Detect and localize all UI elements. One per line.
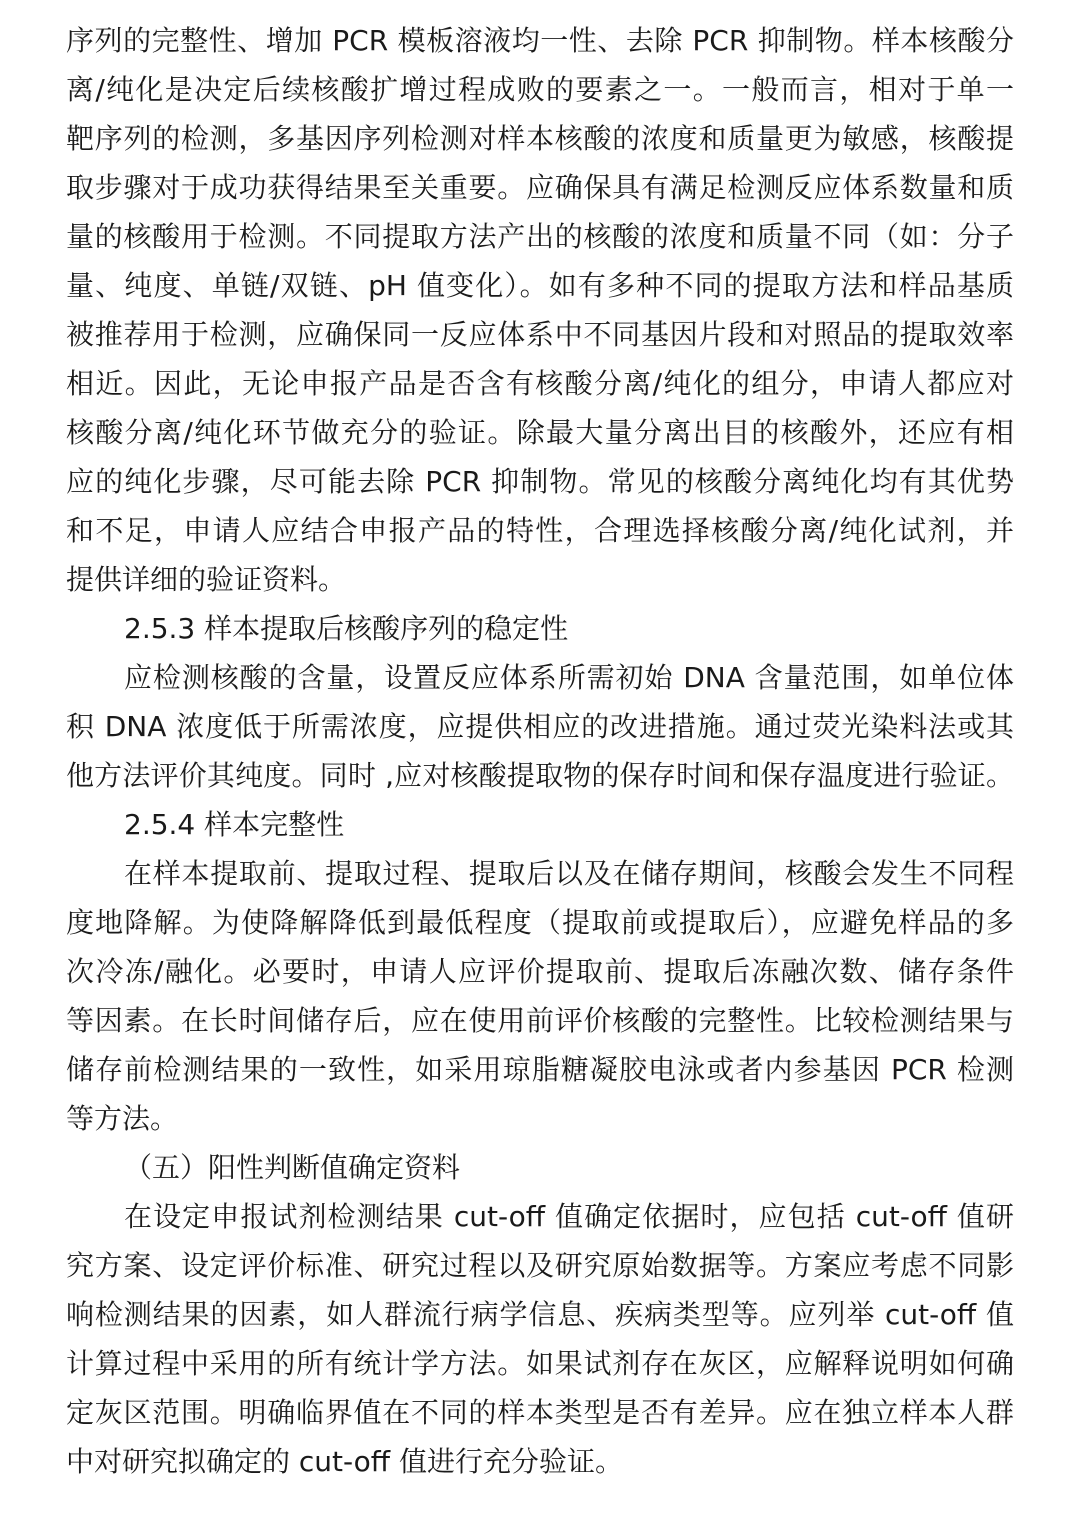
text-line: 量、纯度、单链/双链、pH 值变化）。如有多种不同的提取方法和样品基质: [66, 269, 1014, 302]
text-line: 储存前检测结果的一致性，如采用琼脂糖凝胶电泳或者内参基因 PCR 检测: [66, 1053, 1014, 1086]
section-heading: （五）阳性判断值确定资料: [124, 1151, 461, 1184]
text-line: 等方法。: [66, 1102, 179, 1135]
text-line: 定灰区范围。明确临界值在不同的样本类型是否有差异。应在独立样本人群: [66, 1396, 1014, 1429]
text-line: 在设定申报试剂检测结果 cut-off 值确定依据时，应包括 cut-off 值研: [124, 1200, 1014, 1233]
text-line: 等因素。在长时间储存后，应在使用前评价核酸的完整性。比较检测结果与: [66, 1004, 1014, 1037]
text-line: 靶序列的检测，多基因序列检测对样本核酸的浓度和质量更为敏感，核酸提: [66, 122, 1014, 155]
text-line: 度地降解。为使降解降低到最低程度（提取前或提取后），应避免样品的多: [66, 906, 1014, 939]
section-heading: 2.5.3 样本提取后核酸序列的稳定性: [124, 612, 569, 645]
section-heading: 2.5.4 样本完整性: [124, 808, 345, 841]
text-line: 中对研究拟确定的 cut-off 值进行充分验证。: [66, 1445, 623, 1478]
text-line: 提供详细的验证资料。: [66, 563, 347, 596]
text-line: 离/纯化是决定后续核酸扩增过程成败的要素之一。一般而言，相对于单一: [66, 73, 1014, 106]
text-line: 响检测结果的因素，如人群流行病学信息、疾病类型等。应列举 cut-off 值: [66, 1298, 1014, 1331]
text-line: 取步骤对于成功获得结果至关重要。应确保具有满足检测反应体系数量和质: [66, 171, 1014, 204]
text-line: 在样本提取前、提取过程、提取后以及在储存期间，核酸会发生不同程: [124, 857, 1014, 890]
text-line: 他方法评价其纯度。同时 ,应对核酸提取物的保存时间和保存温度进行验证。: [66, 759, 1014, 792]
text-line: 和不足，申请人应结合申报产品的特性，合理选择核酸分离/纯化试剂，并: [66, 514, 1014, 547]
document-page: [66, 16, 1014, 1486]
text-line: 应检测核酸的含量，设置反应体系所需初始 DNA 含量范围，如单位体: [124, 661, 1014, 694]
text-line: 究方案、设定评价标准、研究过程以及研究原始数据等。方案应考虑不同影: [66, 1249, 1014, 1282]
text-line: 序列的完整性、增加 PCR 模板溶液均一性、去除 PCR 抑制物。样本核酸分: [66, 24, 1014, 57]
text-line: 被推荐用于检测，应确保同一反应体系中不同基因片段和对照品的提取效率: [66, 318, 1014, 351]
text-line: 积 DNA 浓度低于所需浓度，应提供相应的改进措施。通过荧光染料法或其: [66, 710, 1014, 743]
text-line: 相近。因此，无论申报产品是否含有核酸分离/纯化的组分，申请人都应对: [66, 367, 1014, 400]
text-line: 量的核酸用于检测。不同提取方法产出的核酸的浓度和质量不同（如：分子: [66, 220, 1014, 253]
text-line: 次冷冻/融化。必要时，申请人应评价提取前、提取后冻融次数、储存条件: [66, 955, 1014, 988]
text-line: 应的纯化步骤，尽可能去除 PCR 抑制物。常见的核酸分离纯化均有其优势: [66, 465, 1014, 498]
text-line: 核酸分离/纯化环节做充分的验证。除最大量分离出目的核酸外，还应有相: [66, 416, 1014, 449]
text-line: 计算过程中采用的所有统计学方法。如果试剂存在灰区，应解释说明如何确: [66, 1347, 1014, 1380]
